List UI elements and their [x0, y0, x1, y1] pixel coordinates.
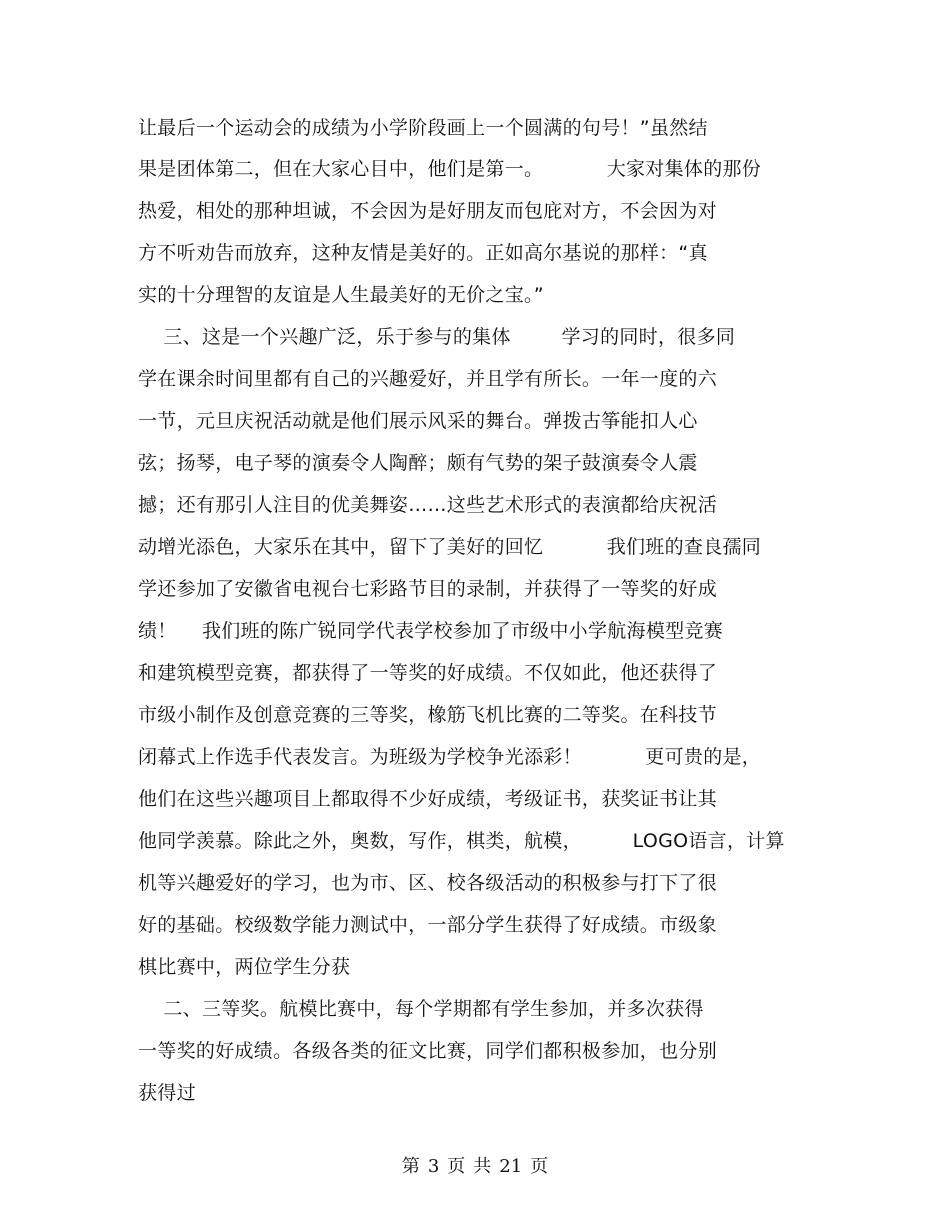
text-line: 三、这是一个兴趣广泛，乐于参与的集体 学习的同时，很多同 [138, 326, 736, 348]
text-line: 动增光添色，大家乐在其中，留下了美好的回忆 我们班的查良孺同 [138, 536, 762, 558]
text-line: 他同学羡慕。除此之外，奥数，写作，棋类，航模， LOGO语言，计算 [138, 830, 785, 852]
footer-total-pages: 21 [499, 1156, 523, 1177]
text-line: 方不听劝告而放弃，这种友情是美好的。正如高尔基说的那样：“真 [138, 242, 708, 264]
text-line: 棋比赛中，两位学生分获 [138, 956, 351, 978]
text-line: 好的基础。校级数学能力测试中，一部分学生获得了好成绩。市级象 [138, 914, 718, 936]
text-line: 热爱，相处的那种坦诚，不会因为是好朋友而包庇对方，不会因为对 [138, 200, 718, 222]
footer-prefix: 第 [401, 1156, 420, 1177]
text-line: 和建筑模型竞赛，都获得了一等奖的好成绩。不仅如此，他还获得了 [138, 662, 718, 684]
text-line: 获得过 [138, 1082, 196, 1104]
text-line: 闭幕式上作选手代表发言。为班级为学校争光添彩！ 更可贵的是， [138, 746, 762, 768]
text-line: 市级小制作及创意竞赛的三等奖，橡筋飞机比赛的二等奖。在科技节 [138, 704, 718, 726]
text-line: 绩！ 我们班的陈广锐同学代表学校参加了市级中小学航海模型竞赛 [138, 620, 724, 642]
text-line: 实的十分理智的友谊是人生最美好的无价之宝。” [138, 284, 544, 306]
text-line: 一节，元旦庆祝活动就是他们展示风采的舞台。弹拨古筝能扣人心 [138, 410, 698, 432]
text-line: 学还参加了安徽省电视台七彩路节目的录制，并获得了一等奖的好成 [138, 578, 718, 600]
text-line: 果是团体第二，但在大家心目中，他们是第一。 大家对集体的那份 [138, 158, 762, 180]
text-line: 弦；扬琴，电子琴的演奏令人陶醉；颇有气势的架子鼓演奏令人震 [138, 452, 698, 474]
text-line: 一等奖的好成绩。各级各类的征文比赛，同学们都积极参加，也分别 [138, 1040, 718, 1062]
footer-page-word: 页 [447, 1156, 466, 1177]
footer-current-page: 3 [427, 1156, 440, 1177]
text-line: 机等兴趣爱好的学习，也为市、区、校各级活动的积极参与打下了很 [138, 872, 718, 894]
text-line: 他们在这些兴趣项目上都取得不少好成绩，考级证书，获奖证书让其 [138, 788, 718, 810]
footer-total-prefix: 共 [473, 1156, 492, 1177]
text-line: 撼；还有那引人注目的优美舞姿……这些艺术形式的表演都给庆祝活 [138, 494, 718, 516]
text-line: 学在课余时间里都有自己的兴趣爱好，并且学有所长。一年一度的六 [138, 368, 718, 390]
page-footer [0, 1152, 950, 1178]
text-line: 让最后一个运动会的成绩为小学阶段画上一个圆满的句号！”虽然结 [138, 117, 708, 139]
text-line: 二、三等奖。航模比赛中，每个学期都有学生参加，并多次获得 [138, 998, 704, 1020]
footer-suffix: 页 [530, 1156, 549, 1177]
